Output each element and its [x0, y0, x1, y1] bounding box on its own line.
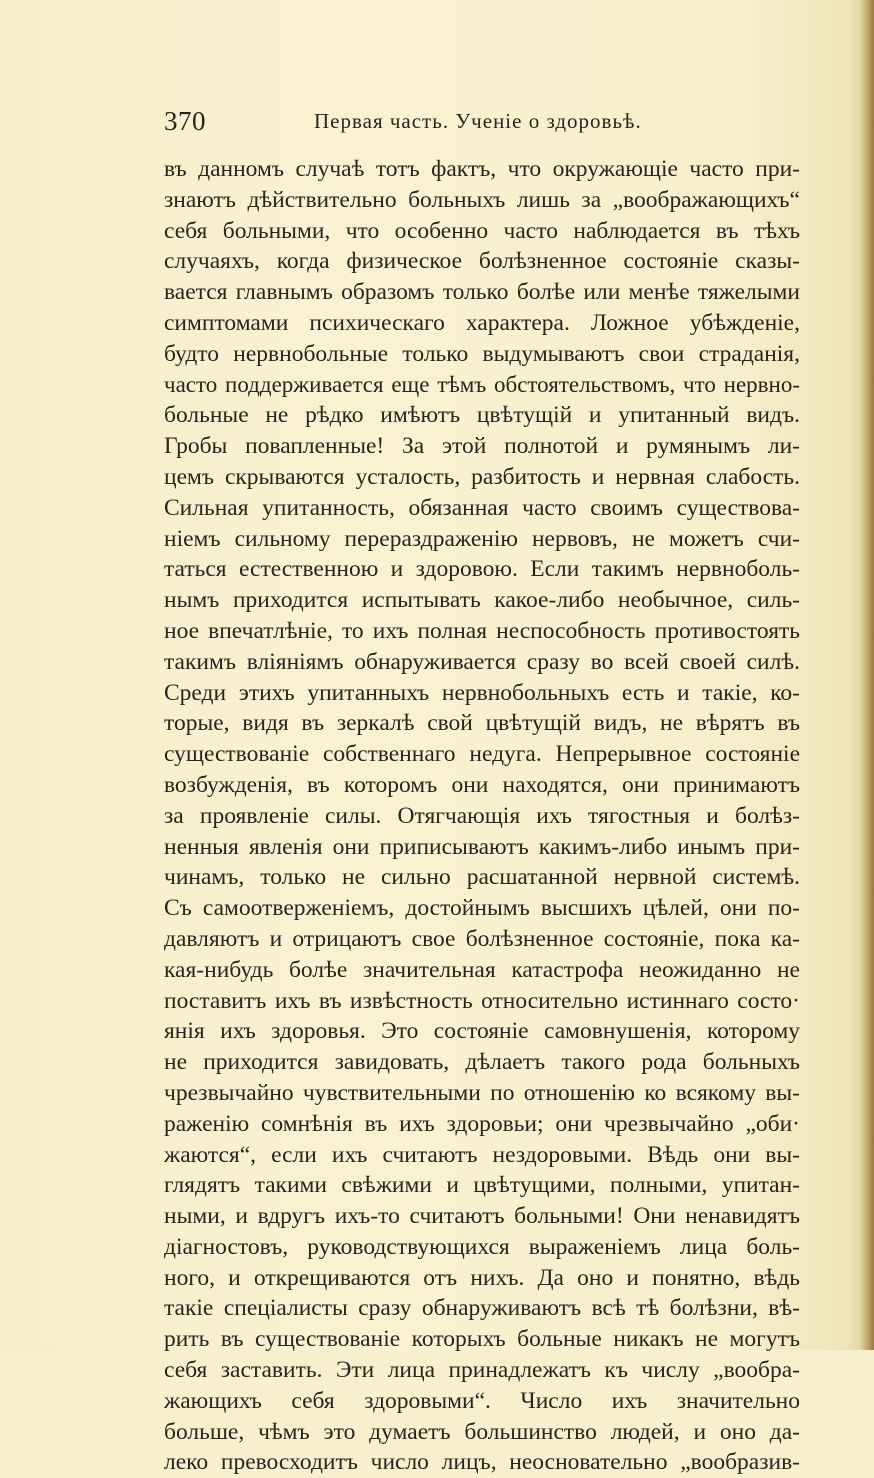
- text-line: кая-нибудь болѣе значительная катастрофа неожиданно не: [164, 956, 800, 983]
- text-line: ными, и вдругъ ихъ-то считаютъ больными! Они ненавидятъ: [164, 1203, 800, 1230]
- text-line: жающихъ себя здоровыми“. Число ихъ значительно: [164, 1387, 800, 1414]
- text-line: нымъ приходится испытывать какое-либо необычное, силь-: [164, 587, 800, 614]
- text-line: давляютъ и отрицаютъ свое болѣзненное состояніе, пока ка-: [164, 925, 800, 952]
- text-line: поставитъ ихъ въ извѣстность относительно истиннаго состо·: [164, 987, 800, 1014]
- text-line: Гробы повапленные! За этой полнотой и румянымъ ли-: [164, 433, 800, 460]
- text-line: ненныя явленія они приписываютъ какимъ-либо инымъ при-: [164, 833, 800, 860]
- text-line: цемъ скрываются усталость, разбитость и нервная слабость.: [164, 463, 800, 490]
- text-line: себя больными, что особенно часто наблюдается въ тѣхъ: [164, 217, 800, 244]
- text-line: ное впечатлѣніе, то ихъ полная неспособность противостоять: [164, 617, 800, 644]
- body-text: [164, 154, 800, 1478]
- text-line: ного, и открещиваются отъ нихъ. Да оно и понятно, вѣдь: [164, 1264, 800, 1291]
- text-line: Сильная упитанность, обязанная часто своимъ существова-: [164, 494, 800, 521]
- text-line: леко превосходитъ число лицъ, неосновательно „вообразив-: [164, 1449, 800, 1476]
- text-line: Съ самоотверженіемъ, достойнымъ высшихъ цѣлей, они по-: [164, 895, 800, 922]
- text-line: себя заставить. Эти лица принадлежатъ къ числу „вообра-: [164, 1357, 800, 1384]
- text-line: такіе спеціалисты сразу обнаруживаютъ всѣ тѣ болѣзни, вѣ-: [164, 1295, 800, 1322]
- text-line: торые, видя въ зеркалѣ свой цвѣтущій видъ, не вѣрятъ въ: [164, 710, 800, 737]
- text-line: за проявленіе силы. Отягчающія ихъ тягостныя и болѣз-: [164, 802, 800, 829]
- text-line: діагностовъ, руководствующихся выраженіемъ лица боль-: [164, 1233, 800, 1260]
- text-line: часто поддерживается еще тѣмъ обстоятельствомъ, что нервно-: [164, 371, 800, 397]
- text-line: существованіе собственнаго недуга. Непрерывное состояніе: [164, 741, 800, 768]
- text-line: въ данномъ случаѣ тотъ фактъ, что окружающіе часто при-: [164, 156, 800, 182]
- text-line: больше, чѣмъ это думаетъ большинство людей, и оно да-: [164, 1418, 800, 1445]
- text-line: возбужденія, въ которомъ они находятся, они принимаютъ: [164, 771, 800, 798]
- text-line: глядятъ такими свѣжими и цвѣтущими, полными, упитан-: [164, 1172, 800, 1199]
- text-line: раженію сомнѣнія въ ихъ здоровьи; они чрезвычайно „оби·: [164, 1110, 800, 1137]
- text-line: Среди этихъ упитанныхъ нервнобольныхъ есть и такіе, ко-: [164, 679, 800, 706]
- page-edge-shadow: [860, 0, 874, 1350]
- text-line: такимъ вліяніямъ обнаруживается сразу во всей своей силѣ.: [164, 648, 800, 675]
- text-line: вается главнымъ образомъ только болѣе или менѣе тяжелыми: [164, 279, 800, 306]
- text-line: будто нервнобольные только выдумываютъ свои страданія,: [164, 340, 800, 367]
- page-number: 370: [164, 106, 206, 136]
- text-line: чрезвычайно чувствительными по отношенію ко всякому вы-: [164, 1079, 800, 1106]
- text-line: случаяхъ, когда физическое болѣзненное состояніе сказы-: [164, 248, 800, 275]
- page-header: [164, 106, 800, 142]
- text-line: симптомами психическаго характера. Ложное убѣжденіе,: [164, 309, 800, 336]
- text-line: чинамъ, только не сильно расшатанной нервной системѣ.: [164, 864, 800, 891]
- running-head: Первая часть. Ученіе о здоровьѣ.: [314, 109, 642, 133]
- text-line: таться естественною и здоровою. Если такимъ нервноболь-: [164, 556, 800, 583]
- text-line: больные не рѣдко имѣютъ цвѣтущій и упитанный видъ.: [164, 402, 800, 429]
- text-line: ніемъ сильному перераздраженію нервовъ, не можетъ счи-: [164, 525, 800, 552]
- text-line: янія ихъ здоровья. Это состояніе самовнушенія, которому: [164, 1018, 800, 1045]
- text-line: не приходится завидовать, дѣлаетъ такого рода больныхъ: [164, 1049, 800, 1076]
- text-line: рить въ существованіе которыхъ больные никакъ не могутъ: [164, 1326, 800, 1353]
- text-line: знаютъ дѣйствительно больныхъ лишь за „воображающихъ“: [164, 186, 800, 213]
- text-line: жаются“, если ихъ считаютъ нездоровыми. Вѣдь они вы-: [164, 1141, 800, 1168]
